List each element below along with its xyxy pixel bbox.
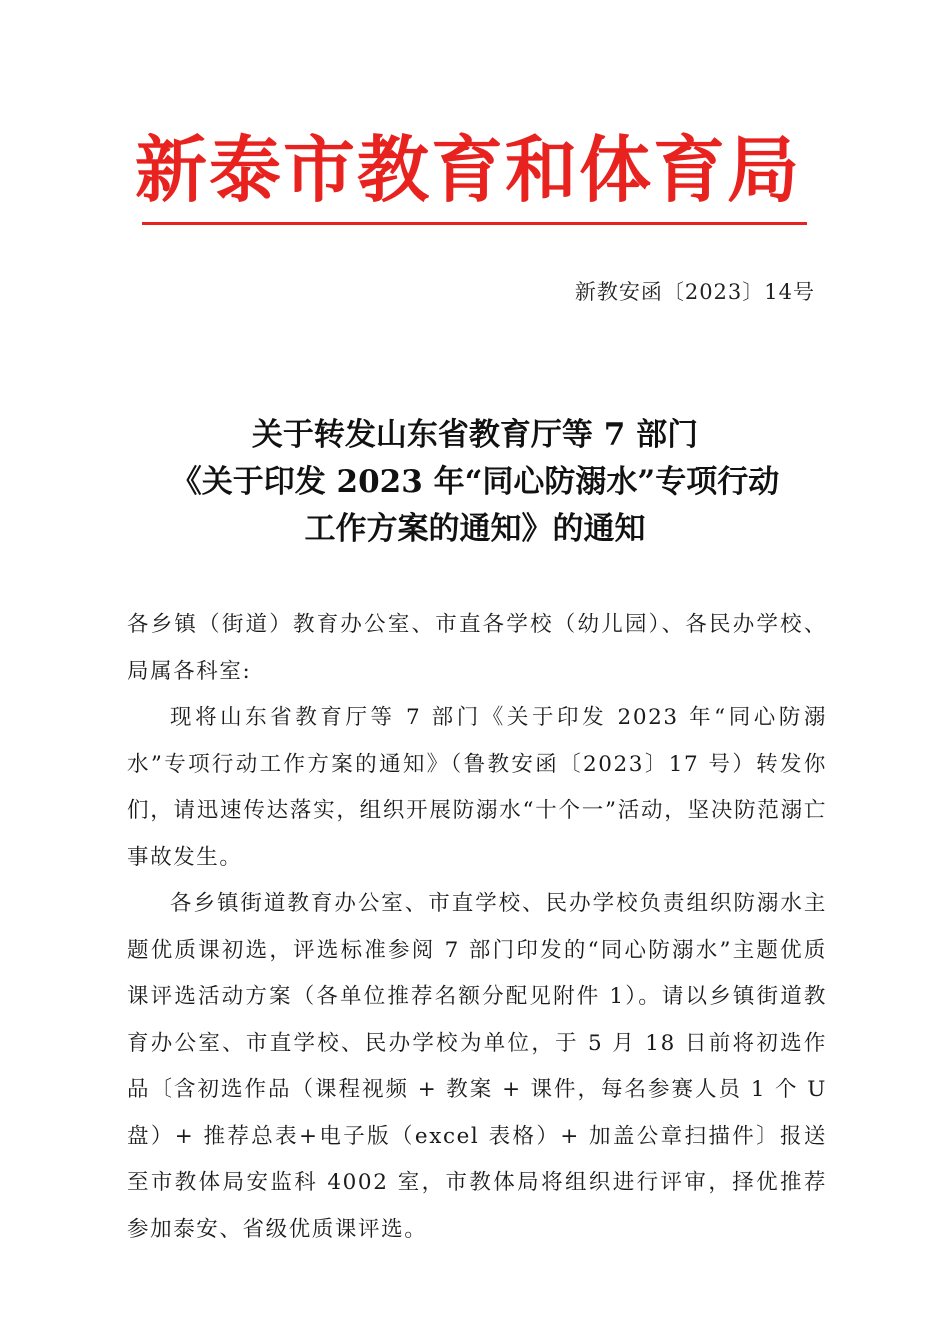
notice-title [60, 412, 890, 553]
notice-title-line-2: 《关于印发 2023 年“同心防溺水”专项行动 [170, 464, 780, 500]
salutation: 各乡镇（街道）教育办公室、市直各学校（幼儿园）、各民办学校、局属各科室: [127, 612, 827, 684]
letterhead-red-rule [142, 222, 807, 225]
notice-body [127, 602, 827, 1253]
body-paragraph-2: 各乡镇街道教育办公室、市直学校、民办学校负责组织防溺水主题优质课初选，评选标准参阅 7 部门印发的“同心防溺水”主题优质课评选活动方案（各单位推荐名额分配见附件 1）。请以乡镇街道教育办公室、市直学校、民办学校为单位，于 5 月 18 日前将初选作品〔含初选作品（课程视频 + 教案 + 课件，每名参赛人员 1 个 U 盘）+ 推荐总表+电子版（excel 表格）+ 加盖公章扫描件〕报送至市教体局安监科 4002 室，市教体局将组织进行评审，择优推荐参加泰安、省级优质课评选。 [127, 891, 827, 1242]
document-number: 新教安函〔2023〕14号 [574, 280, 815, 304]
organization-letterhead: 新泰市教育和体育局 [135, 127, 802, 212]
body-paragraph-1: 现将山东省教育厅等 7 部门《关于印发 2023 年“同心防溺水”专项行动工作方案的通知》（鲁教安函〔2023〕17 号）转发你们，请迅速传达落实，组织开展防溺水“十个一”活动，坚决防范溺亡事故发生。 [127, 705, 827, 870]
notice-title-line-3: 工作方案的通知》的通知 [304, 511, 646, 547]
notice-title-line-1: 关于转发山东省教育厅等 7 部门 [251, 417, 699, 453]
